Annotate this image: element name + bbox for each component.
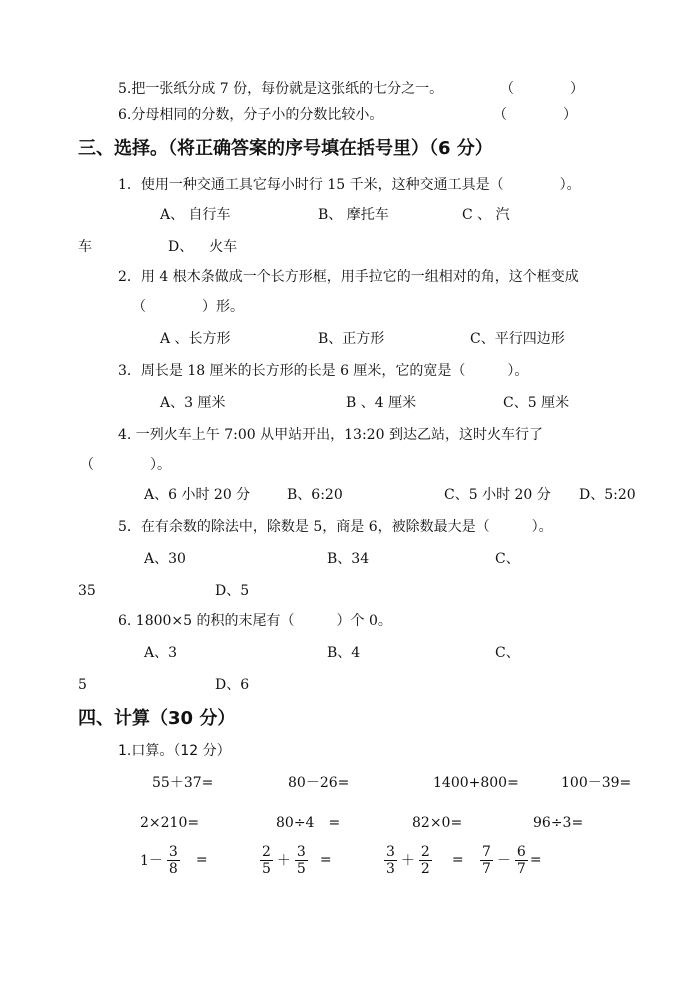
choice-q5-option-a[interactable]: A、30 [144, 551, 186, 567]
numerator: 7 [482, 843, 491, 860]
choice-q3-option-a[interactable]: A、3 厘米 [160, 395, 226, 411]
choice-q1-option-a[interactable]: A、 自行车 [160, 207, 231, 223]
choice-q4-stem-2: （ ）。 [80, 457, 171, 473]
numerator: 3 [386, 843, 395, 860]
judge-item-6: 6.分母相同的分数，分子小的分数比较小。 [118, 107, 384, 123]
choice-q5-option-d[interactable]: D、5 [215, 583, 250, 599]
choice-q6-stem: 6. 1800×5 的积的末尾有（ ）个 0。 [118, 613, 392, 629]
equals-sign: = [529, 852, 542, 868]
calc-item[interactable]: 80÷4 = [276, 815, 341, 831]
choice-q1-wrap: 车 [78, 239, 92, 255]
calc-item[interactable]: 80－26= [288, 775, 350, 791]
choice-q5-wrap: 35 [78, 583, 96, 599]
calc-item[interactable]: 1400+800= [433, 775, 519, 791]
fraction [384, 844, 397, 877]
choice-q5-stem: 5．在有余数的除法中，除数是 5，商是 6，被除数最大是（ ）。 [118, 519, 553, 535]
choice-q4-option-d[interactable]: D、5:20 [579, 487, 636, 503]
section-3-heading: 三、选择。（将正确答案的序号填在括号里）（6 分） [78, 138, 493, 159]
numerator: 3 [296, 843, 306, 860]
judge-item-5: 5.把一张纸分成 7 份，每份就是这张纸的七分之一。 [118, 81, 444, 97]
denominator: 7 [516, 860, 526, 877]
equals-sign: = [195, 852, 208, 868]
fraction-calc-row [0, 840, 695, 880]
choice-q2-option-a[interactable]: A 、长方形 [160, 331, 231, 347]
operator: － [496, 853, 511, 869]
choice-q1-option-d[interactable]: D、 火车 [168, 239, 238, 255]
numerator: 6 [516, 843, 526, 860]
calc-item[interactable]: 82×0= [412, 815, 463, 831]
choice-q1-option-b[interactable]: B、 摩托车 [318, 207, 389, 223]
numerator: 2 [262, 843, 271, 860]
choice-q6-option-a[interactable]: A、3 [144, 645, 178, 661]
choice-q4-option-b[interactable]: B、6:20 [287, 487, 343, 503]
fraction [480, 844, 493, 877]
choice-q3-option-c[interactable]: C、5 厘米 [503, 395, 570, 411]
choice-q2-option-b[interactable]: B、正方形 [318, 331, 385, 347]
fraction-calc-item[interactable] [138, 840, 210, 880]
numerator: 2 [420, 843, 430, 860]
choice-q1-stem: 1．使用一种交通工具它每小时行 15 千米，这种交通工具是（ ）。 [118, 177, 581, 193]
calc-item[interactable]: 100－39= [561, 775, 632, 791]
choice-q1-option-c[interactable]: C 、 汽 [462, 207, 510, 223]
calc-item[interactable]: 96÷3= [533, 815, 584, 831]
numerator: 3 [168, 843, 178, 860]
choice-q2-stem: 2．用 4 根木条做成一个长方形框，用手拉它的一组相对的角，这个框变成 [118, 269, 579, 285]
choice-q6-option-d[interactable]: D、6 [215, 677, 250, 693]
fraction-calc-item[interactable] [382, 840, 466, 880]
choice-q2-option-c[interactable]: C、平行四边形 [470, 331, 565, 347]
fraction-calc-item[interactable] [258, 840, 334, 880]
calc-item[interactable]: 55＋37= [152, 775, 214, 791]
denominator: 5 [262, 860, 271, 877]
denominator: 8 [168, 860, 178, 877]
lead-term: 1－ [140, 853, 163, 869]
fraction [515, 844, 528, 877]
denominator: 2 [420, 860, 430, 877]
fraction [419, 844, 432, 877]
choice-q4-stem: 4. 一列火车上午 7:00 从甲站开出，13:20 到达乙站，这时火车行了 [118, 427, 543, 443]
choice-q4-option-c[interactable]: C、5 小时 20 分 [444, 487, 551, 503]
choice-q5-option-b[interactable]: B、34 [327, 551, 370, 567]
answer-paren[interactable]: （ ） [493, 107, 577, 123]
fraction [260, 844, 273, 877]
fraction [295, 844, 308, 877]
mental-math-subheading: 1.口算。（12 分） [118, 743, 231, 759]
operator: ＋ [276, 853, 291, 869]
denominator: 7 [482, 860, 491, 877]
choice-q3-stem: 3．周长是 18 厘米的长方形的长是 6 厘米，它的宽是（ ）。 [118, 363, 529, 379]
choice-q6-option-c[interactable]: C、 [495, 645, 520, 661]
choice-q6-option-b[interactable]: B、4 [327, 645, 361, 661]
denominator: 5 [296, 860, 306, 877]
section-4-heading: 四、计算（30 分） [78, 708, 236, 729]
choice-q6-wrap: 5 [78, 677, 87, 693]
fraction-calc-item[interactable] [478, 840, 544, 880]
equals-sign: = [451, 852, 464, 868]
equals-sign: = [319, 852, 332, 868]
calc-item[interactable]: 2×210= [140, 815, 200, 831]
denominator: 3 [386, 860, 395, 877]
choice-q2-stem-2: （ ）形。 [132, 299, 244, 315]
choice-q3-option-b[interactable]: B 、4 厘米 [346, 395, 417, 411]
fraction [167, 844, 180, 877]
answer-paren[interactable]: （ ） [500, 81, 584, 97]
choice-q4-option-a[interactable]: A、6 小时 20 分 [144, 487, 251, 503]
operator: ＋ [400, 853, 415, 869]
choice-q5-option-c[interactable]: C、 [495, 551, 520, 567]
